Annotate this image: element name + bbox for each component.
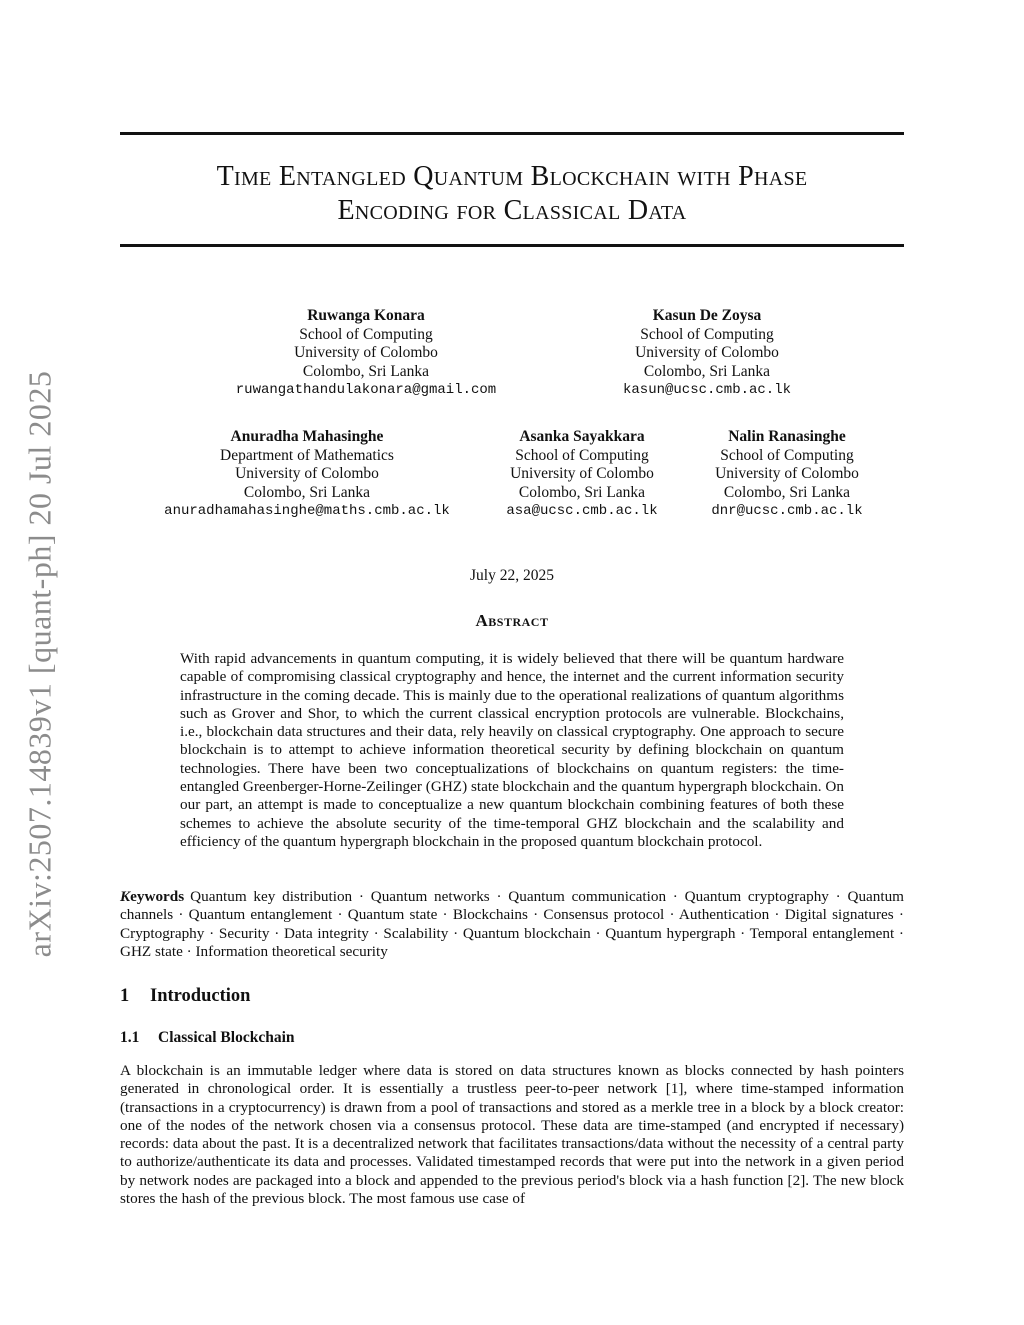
author-location: Colombo, Sri Lanka (302, 362, 430, 380)
title-line-2: Encoding for Classical Data (337, 195, 687, 226)
abstract-heading: Abstract (475, 611, 549, 630)
keywords-label-initial: K (120, 888, 131, 905)
paper-title (120, 160, 904, 228)
abstract-text: With rapid advancements in quantum computing, it is widely believed that there will be quantum hardware capable of compromising classical cryptography and hence, the internet and the current information security infrastructure in the coming decade. This is mainly due to the operational realizations of quantum algorithms such as Grover and Shor, to which the current classical encryption protocols are vulnerable. Blockchains, i.e., blockchain data structures and their data, rely heavily on classical cryptography. One approach to secure blockchain is to attempt to achieve information theoretical security by defining blockchain on quantum technologies. There have been two conceptualizations of blockchains on quantum registers: the time-entangled Greenberger-Horne-Zeilinger (GHZ) state blockchain and the quantum hypergraph blockchain. On our part, an attempt is made to conceptualize a new quantum blockchain combining features of both these schemes to achieve the absolute security of the time-temporal GHZ blockchain and the scalability and efficiency of the quantum hypergraph blockchain in the proposed quantum blockchain protocol. (180, 650, 844, 850)
author-dept: School of Computing (720, 446, 854, 464)
author-block-ranasinghe (700, 428, 874, 521)
author-dept: School of Computing (515, 446, 649, 464)
author-dept: School of Computing (299, 325, 433, 343)
section-title: Introduction (150, 986, 251, 1006)
author-name: Asanka Sayakkara (519, 428, 645, 445)
author-email[interactable]: dnr@ucsc.cmb.ac.lk (711, 503, 863, 519)
author-name: Kasun De Zoysa (652, 307, 762, 324)
author-univ: University of Colombo (510, 465, 654, 482)
title-rule-bottom (120, 244, 904, 247)
section-number: 1 (120, 986, 130, 1006)
arxiv-identifier[interactable] (10, 358, 70, 970)
author-dept: Department of Mathematics (220, 446, 394, 464)
author-email[interactable]: ruwangathandulakonara@gmail.com (235, 382, 497, 398)
author-block-sayakkara (494, 428, 670, 521)
author-location: Colombo, Sri Lanka (243, 483, 371, 501)
author-name: Nalin Ranasinghe (728, 428, 846, 445)
keywords-text: Quantum key distribution · Quantum networks · Quantum communication · Quantum cryptography · Quantum channels · Quantum entanglement · Quantum state · Blockchains · Consensus protocol · Authentication · Digital signatures · Cryptography · Security · Data integrity · Scalability · Quantum blockchain · Quantum hypergraph · Temporal entanglement · GHZ state · Information theoretical security (120, 888, 904, 960)
author-univ: University of Colombo (635, 344, 779, 361)
author-email[interactable]: asa@ucsc.cmb.ac.lk (506, 503, 658, 519)
arxiv-identifier-text: arXiv:2507.14839v1 [quant-ph] 20 Jul 2025 (21, 370, 58, 958)
author-block-mahasinghe (152, 428, 462, 521)
author-univ: University of Colombo (294, 344, 438, 361)
author-dept: School of Computing (640, 325, 774, 343)
section-heading (120, 986, 250, 1007)
author-univ: University of Colombo (715, 465, 859, 482)
author-name: Ruwanga Konara (307, 307, 425, 324)
subsection-title: Classical Blockchain (158, 1029, 295, 1046)
author-email[interactable]: anuradhamahasinghe@maths.cmb.ac.lk (164, 503, 450, 519)
subsection-heading (120, 1029, 295, 1047)
author-block-de-zoysa (592, 307, 822, 400)
author-email[interactable]: kasun@ucsc.cmb.ac.lk (622, 382, 792, 398)
author-univ: University of Colombo (235, 465, 379, 482)
title-rule-top (120, 132, 904, 135)
keywords-label (120, 888, 184, 905)
author-block-konara (216, 307, 516, 400)
subsection-number: 1.1 (120, 1029, 140, 1046)
keywords-label-rest: eywords (130, 888, 185, 905)
publication-date: July 22, 2025 (470, 567, 554, 584)
author-location: Colombo, Sri Lanka (723, 483, 851, 501)
keywords-paragraph (120, 888, 904, 961)
author-location: Colombo, Sri Lanka (643, 362, 771, 380)
author-name: Anuradha Mahasinghe (230, 428, 384, 445)
title-line-1: Time Entangled Quantum Blockchain with Phase (216, 161, 808, 192)
body-paragraph: A blockchain is an immutable ledger where data is stored on data structures known as blocks connected by hash pointers generated in chronological order. It is essentially a trustless peer-to-peer network [1], where time-stamped information (transactions in a cryptocurrency) is drawn from a pool of transactions and stored as a merkle tree in a block by a block creator: one of the nodes of the network chosen via a consensus protocol. These data are time-stamped (and encrypted if necessary) records: data about the past. It is a decentralized network that facilitates transactions/data without the necessity of a central party to authorize/authenticate its data and processes. Validated timestamped records that were put into the network in a given period by network nodes are packaged into a block and appended to the previous period's block via a hash function [2]. The new block stores the hash of the previous block. The most famous use case of (120, 1062, 904, 1208)
author-location: Colombo, Sri Lanka (518, 483, 646, 501)
